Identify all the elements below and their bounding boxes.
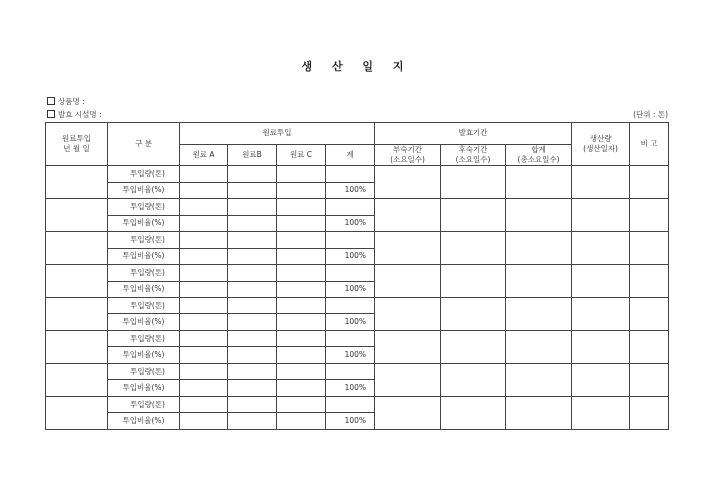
product-name-label: 상품명 : <box>58 97 85 106</box>
primary-period-cell[interactable] <box>375 265 441 298</box>
primary-period-cell[interactable] <box>375 199 441 232</box>
row-label-ratio: 투입비율(%) <box>108 413 180 430</box>
material-a-cell[interactable] <box>180 330 228 346</box>
material-total-cell[interactable] <box>326 199 375 215</box>
secondary-period-cell[interactable] <box>441 330 506 363</box>
secondary-period-cell[interactable] <box>441 265 506 298</box>
material-b-ratio-cell[interactable] <box>228 182 277 198</box>
header-material-b: 원료B <box>228 144 277 166</box>
product-name-field <box>47 96 85 107</box>
header-text: 생산량 <box>589 134 612 144</box>
header-remarks: 비 고 <box>630 123 669 166</box>
material-c-ratio-cell[interactable] <box>277 347 326 363</box>
checkbox-icon <box>47 97 55 105</box>
material-b-ratio-cell[interactable] <box>228 380 277 396</box>
primary-period-cell[interactable] <box>375 363 441 396</box>
production-cell[interactable] <box>572 363 630 396</box>
material-a-cell[interactable] <box>180 396 228 412</box>
material-a-ratio-cell[interactable] <box>180 182 228 198</box>
header-material-c: 원료 C <box>277 144 326 166</box>
material-c-ratio-cell[interactable] <box>277 380 326 396</box>
remarks-cell[interactable] <box>630 396 669 429</box>
total-period-cell[interactable] <box>506 199 572 232</box>
secondary-period-cell[interactable] <box>441 298 506 331</box>
ratio-total-cell: 100% <box>326 215 375 231</box>
production-cell[interactable] <box>572 330 630 363</box>
material-total-cell[interactable] <box>326 265 375 281</box>
total-period-cell[interactable] <box>506 265 572 298</box>
checkbox-icon <box>47 110 55 118</box>
material-c-cell[interactable] <box>277 363 326 379</box>
header-text: 년 월 일 <box>63 144 90 154</box>
ratio-total-cell: 100% <box>326 347 375 363</box>
row-label-amount: 투입량(톤) <box>108 199 180 215</box>
date-cell[interactable] <box>46 298 108 331</box>
header-category: 구 분 <box>108 123 180 166</box>
row-label-ratio: 투입비율(%) <box>108 380 180 396</box>
facility-name-field <box>47 109 102 120</box>
material-c-cell[interactable] <box>277 232 326 248</box>
material-total-cell[interactable] <box>326 298 375 314</box>
material-c-ratio-cell[interactable] <box>277 215 326 231</box>
remarks-cell[interactable] <box>630 298 669 331</box>
header-material-input: 원료투입 <box>180 123 375 145</box>
primary-period-cell[interactable] <box>375 298 441 331</box>
row-label-ratio: 투입비율(%) <box>108 281 180 297</box>
unit-label: (단위 : 톤) <box>633 110 668 119</box>
header-text: 후숙기간 <box>458 144 488 154</box>
ratio-total-cell: 100% <box>326 248 375 264</box>
remarks-cell[interactable] <box>630 199 669 232</box>
material-b-cell[interactable] <box>228 330 277 346</box>
header-total-period <box>506 144 572 166</box>
row-label-ratio: 투입비율(%) <box>108 215 180 231</box>
ratio-total-cell: 100% <box>326 314 375 330</box>
material-total-cell[interactable] <box>326 396 375 412</box>
secondary-period-cell[interactable] <box>441 232 506 265</box>
material-total-cell[interactable] <box>326 232 375 248</box>
ratio-total-cell: 100% <box>326 281 375 297</box>
header-text: 부숙기간 <box>393 144 423 154</box>
header-text: (총소요일수) <box>517 154 560 164</box>
table-row <box>46 363 669 379</box>
material-b-cell[interactable] <box>228 166 277 182</box>
material-a-ratio-cell[interactable] <box>180 413 228 430</box>
material-a-ratio-cell[interactable] <box>180 215 228 231</box>
material-total-cell[interactable] <box>326 330 375 346</box>
ratio-total-cell: 100% <box>326 182 375 198</box>
page-title: 생 산 일 지 <box>301 60 412 73</box>
material-b-ratio-cell[interactable] <box>228 347 277 363</box>
material-b-cell[interactable] <box>228 363 277 379</box>
header-material-total: 계 <box>326 144 375 166</box>
row-label-amount: 투입량(톤) <box>108 363 180 379</box>
header-material-a: 원료 A <box>180 144 228 166</box>
material-c-cell[interactable] <box>277 166 326 182</box>
material-a-ratio-cell[interactable] <box>180 281 228 297</box>
primary-period-cell[interactable] <box>375 232 441 265</box>
material-b-cell[interactable] <box>228 396 277 412</box>
date-cell[interactable] <box>46 232 108 265</box>
material-c-ratio-cell[interactable] <box>277 281 326 297</box>
date-cell[interactable] <box>46 199 108 232</box>
secondary-period-cell[interactable] <box>441 363 506 396</box>
material-a-cell[interactable] <box>180 166 228 182</box>
total-period-cell[interactable] <box>506 363 572 396</box>
secondary-period-cell[interactable] <box>441 199 506 232</box>
row-label-amount: 투입량(톤) <box>108 166 180 182</box>
row-label-amount: 투입량(톤) <box>108 298 180 314</box>
material-c-ratio-cell[interactable] <box>277 248 326 264</box>
remarks-cell[interactable] <box>630 265 669 298</box>
material-total-cell[interactable] <box>326 363 375 379</box>
material-total-cell[interactable] <box>326 166 375 182</box>
material-b-cell[interactable] <box>228 298 277 314</box>
material-c-cell[interactable] <box>277 298 326 314</box>
production-cell[interactable] <box>572 396 630 429</box>
material-a-cell[interactable] <box>180 232 228 248</box>
material-c-cell[interactable] <box>277 396 326 412</box>
facility-name-label: 발효 시설명 : <box>58 110 102 119</box>
ratio-total-cell: 100% <box>326 413 375 430</box>
production-cell[interactable] <box>572 199 630 232</box>
remarks-cell[interactable] <box>630 166 669 199</box>
header-production <box>572 123 630 166</box>
remarks-cell[interactable] <box>630 363 669 396</box>
date-cell[interactable] <box>46 363 108 396</box>
row-label-ratio: 투입비율(%) <box>108 314 180 330</box>
table-row <box>46 232 669 248</box>
header-input-date <box>46 123 108 166</box>
material-b-ratio-cell[interactable] <box>228 314 277 330</box>
row-label-ratio: 투입비율(%) <box>108 347 180 363</box>
material-b-ratio-cell[interactable] <box>228 248 277 264</box>
total-period-cell[interactable] <box>506 298 572 331</box>
remarks-cell[interactable] <box>630 232 669 265</box>
table-row <box>46 396 669 412</box>
table-row <box>46 330 669 346</box>
production-cell[interactable] <box>572 232 630 265</box>
row-label-amount: 투입량(톤) <box>108 330 180 346</box>
material-a-cell[interactable] <box>180 363 228 379</box>
material-a-cell[interactable] <box>180 265 228 281</box>
material-b-cell[interactable] <box>228 265 277 281</box>
material-b-ratio-cell[interactable] <box>228 413 277 430</box>
date-cell[interactable] <box>46 166 108 199</box>
material-b-ratio-cell[interactable] <box>228 281 277 297</box>
header-fermentation-period: 발효기간 <box>375 123 572 145</box>
production-cell[interactable] <box>572 166 630 199</box>
material-c-ratio-cell[interactable] <box>277 182 326 198</box>
material-a-cell[interactable] <box>180 298 228 314</box>
production-cell[interactable] <box>572 298 630 331</box>
primary-period-cell[interactable] <box>375 166 441 199</box>
date-cell[interactable] <box>46 265 108 298</box>
date-cell[interactable] <box>46 396 108 429</box>
primary-period-cell[interactable] <box>375 396 441 429</box>
material-b-cell[interactable] <box>228 232 277 248</box>
row-label-ratio: 투입비율(%) <box>108 182 180 198</box>
table-row <box>46 199 669 215</box>
header-text: 원료투입 <box>62 134 91 144</box>
material-c-cell[interactable] <box>277 330 326 346</box>
header-text: (생산일자) <box>583 144 618 154</box>
row-label-amount: 투입량(톤) <box>108 396 180 412</box>
material-a-ratio-cell[interactable] <box>180 380 228 396</box>
secondary-period-cell[interactable] <box>441 396 506 429</box>
total-period-cell[interactable] <box>506 330 572 363</box>
remarks-cell[interactable] <box>630 330 669 363</box>
total-period-cell[interactable] <box>506 396 572 429</box>
total-period-cell[interactable] <box>506 232 572 265</box>
row-label-amount: 투입량(톤) <box>108 232 180 248</box>
row-label-amount: 투입량(톤) <box>108 265 180 281</box>
date-cell[interactable] <box>46 330 108 363</box>
production-cell[interactable] <box>572 265 630 298</box>
production-log-table <box>45 122 669 430</box>
ratio-total-cell: 100% <box>326 380 375 396</box>
material-b-ratio-cell[interactable] <box>228 215 277 231</box>
primary-period-cell[interactable] <box>375 330 441 363</box>
header-text: 합계 <box>531 144 546 154</box>
material-c-cell[interactable] <box>277 199 326 215</box>
material-a-ratio-cell[interactable] <box>180 314 228 330</box>
material-a-ratio-cell[interactable] <box>180 347 228 363</box>
table-row <box>46 265 669 281</box>
row-label-ratio: 투입비율(%) <box>108 248 180 264</box>
total-period-cell[interactable] <box>506 166 572 199</box>
header-text: (소요일수) <box>390 154 425 164</box>
material-c-cell[interactable] <box>277 265 326 281</box>
header-primary-period <box>375 144 441 166</box>
table-row <box>46 166 669 182</box>
material-c-ratio-cell[interactable] <box>277 413 326 430</box>
material-c-ratio-cell[interactable] <box>277 314 326 330</box>
secondary-period-cell[interactable] <box>441 166 506 199</box>
header-text: (소요일수) <box>455 154 491 164</box>
material-b-cell[interactable] <box>228 199 277 215</box>
material-a-cell[interactable] <box>180 199 228 215</box>
table-row <box>46 298 669 314</box>
header-secondary-period <box>441 144 506 166</box>
material-a-ratio-cell[interactable] <box>180 248 228 264</box>
